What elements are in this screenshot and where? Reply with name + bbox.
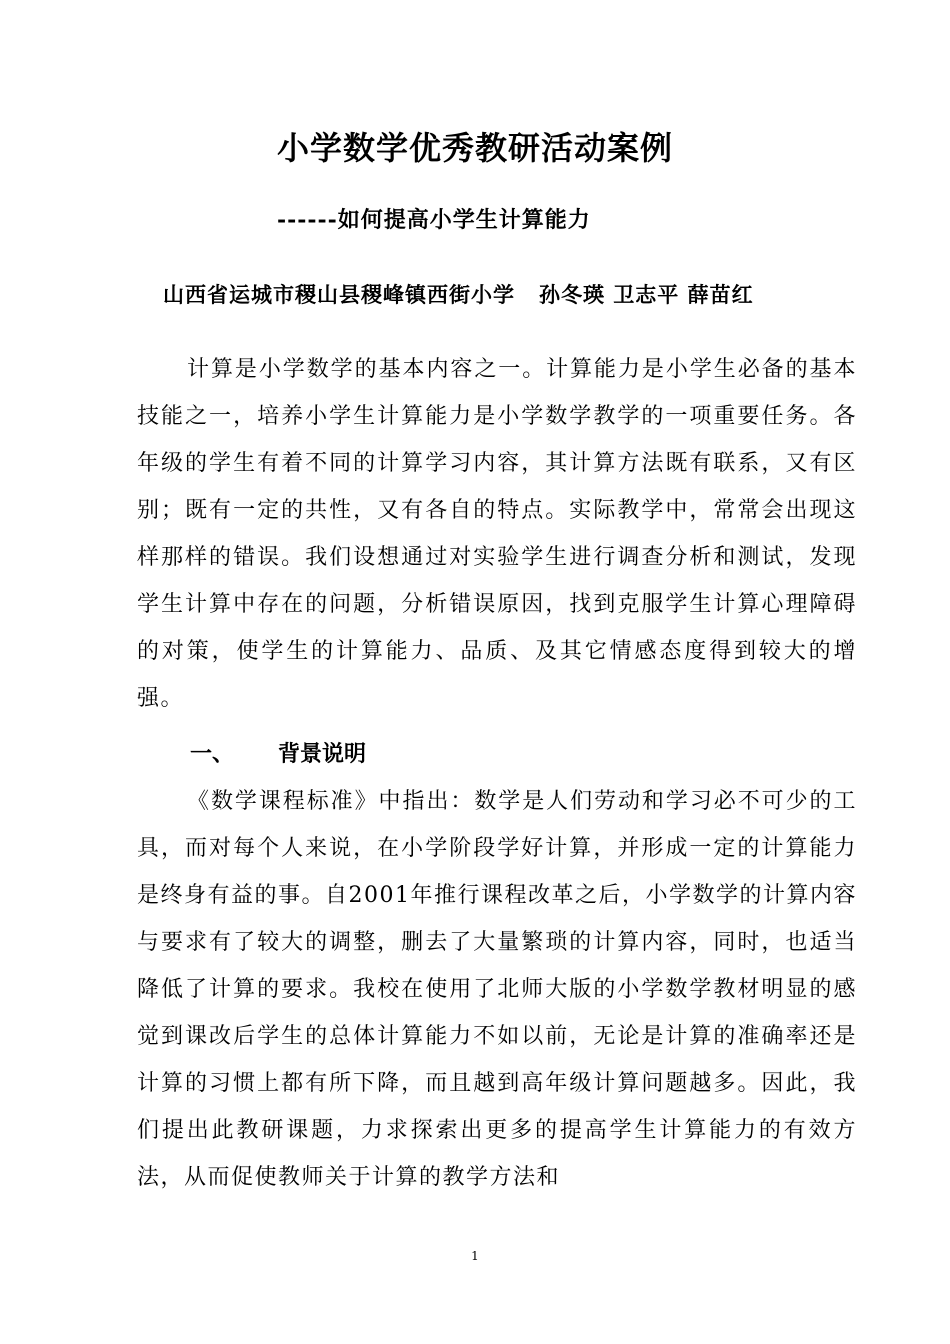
page-number: 1 [471,1249,479,1263]
section-paragraph: 《数学课程标准》中指出：数学是人们劳动和学习必不可少的工具，而对每个人来说，在小学阶段学好计算，并形成一定的计算能力是终身有益的事。自2001年推行课程改革之后，小学数学的计算内容与要求有了较大的调整，删去了大量繁琐的计算内容，同时，也适当降低了计算的要求。我校在使用了北师大版的小学数学教材明显的感觉到课改后学生的总体计算能力不如以前，无论是计算的准确率还是计算的习惯上都有所下降，而且越到高年级计算问题越多。因此，我们提出此教研课题，力求探索出更多的提高学生计算能力的有效方法，从而促使教师关于计算的教学方法和 [137,789,857,1190]
section-heading [190,731,366,778]
section-number: 一、 [190,741,235,767]
author-names: 孙冬瑛 卫志平 薛苗红 [539,282,754,307]
page-title: 小学数学优秀教研活动案例 [276,129,673,167]
section-title: 背景说明 [278,741,367,767]
intro-paragraph: 计算是小学数学的基本内容之一。计算能力是小学生必备的基本技能之一，培养小学生计算能力是小学数学教学的一项重要任务。各年级的学生有着不同的计算学习内容，其计算方法既有联系，又有区别；既有一定的共性，又有各自的特点。实际教学中，常常会出现这样那样的错误。我们设想通过对实验学生进行调查分析和测试，发现学生计算中存在的问题，分析错误原因，找到克服学生计算心理障碍的对策，使学生的计算能力、品质、及其它情感态度得到较大的增强。 [137,357,857,711]
author-school: 山西省运城市稷山县稷峰镇西街小学 [163,282,515,307]
subtitle: ------如何提高小学生计算能力 [277,207,591,233]
author-line [163,275,754,315]
